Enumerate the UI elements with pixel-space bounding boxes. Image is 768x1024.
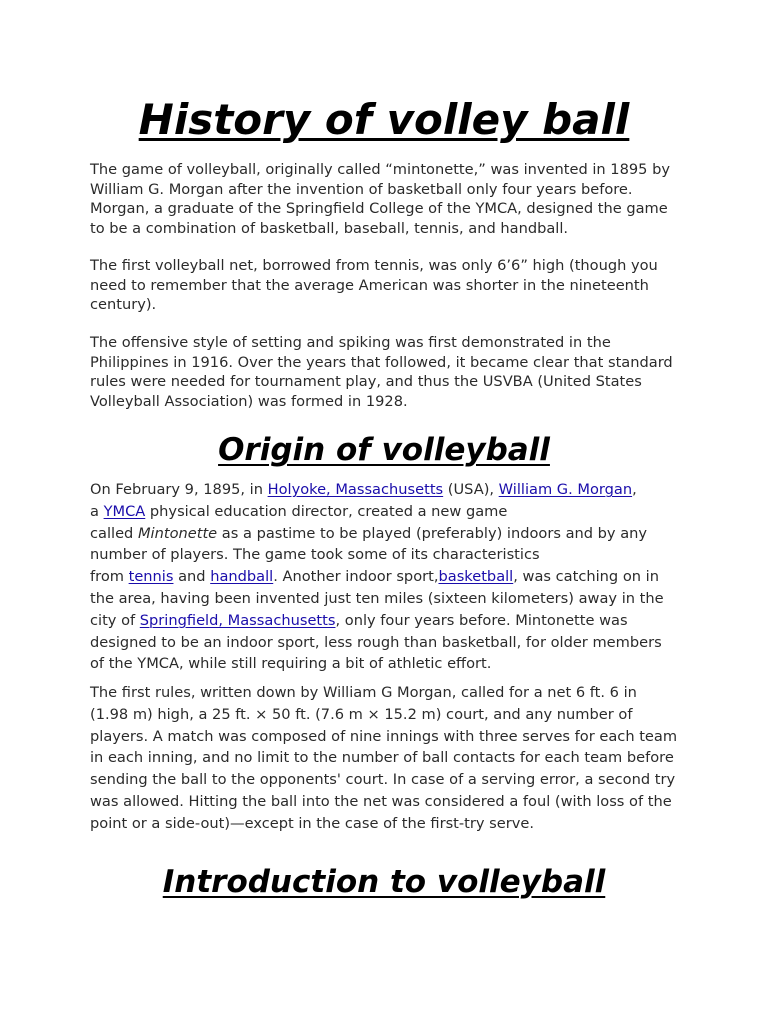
link-springfield-massachusetts[interactable]: Springfield, Massachusetts (139, 611, 336, 629)
link-ymca[interactable]: YMCA (103, 502, 146, 520)
origin-text: . Another indoor sport, (273, 568, 439, 586)
link-basketball[interactable]: basketball (438, 568, 514, 586)
origin-heading: Origin of volleyball (218, 432, 550, 468)
link-holyoke-massachusetts[interactable]: Holyoke, Massachusetts (267, 481, 444, 498)
origin-text: On February 9, 1895, in (90, 481, 268, 498)
origin-text: , (632, 481, 637, 498)
origin-text: and (173, 568, 211, 586)
page-title: History of volley ball (138, 95, 630, 144)
mintonette-term: Mintonette (137, 524, 218, 542)
history-paragraph-3: The offensive style of setting and spiking was first demonstrated in the Philippines in 1916. Over the years that followed, it became clear that standard rules were needed for tournament play, and thus the USVBA (United States Volleyball Association) was formed in 1928. (90, 334, 673, 410)
link-handball[interactable]: handball (210, 568, 274, 586)
introduction-heading: Introduction to volleyball (162, 864, 606, 900)
origin-text: a (90, 502, 104, 520)
history-paragraph-1: The game of volleyball, originally called “mintonette,” was invented in 1895 by William G. Morgan after the invention of basketball only four years before. Morgan, a graduate of the Springfield College of the YMCA, designed the game to be a combination of basketball, baseball, tennis, and handball. (90, 161, 670, 237)
origin-text: physical education director, created a new game (145, 502, 508, 520)
rules-paragraph: The first rules, written down by William G Morgan, called for a net 6 ft. 6 in (1.98 m) high, a 25 ft. × 50 ft. (7.6 m × 15.2 m) court, and any number of players. A match was composed of nine innings with three serves for each team in each inning, and no limit to the number of ball contacts for each team before sending the ball to the opponents' court. In case of a serving error, a second try was allowed. Hitting the ball into the net was considered a foul (with loss of the point or a side-out)—except in the case of the first-try serve. (90, 684, 678, 832)
origin-paragraph (90, 479, 678, 675)
history-paragraph-2: The first volleyball net, borrowed from tennis, was only 6’6” high (though you need to remember that the average American was shorter in the nineteenth century). (90, 257, 658, 313)
origin-text: from (90, 568, 129, 586)
origin-text: as a pastime to be played (preferably) indoors and by any number of players. The game took some of its characteristics (90, 524, 648, 564)
origin-text: , was catching on in the area, having been invented just ten miles (sixteen kilometers) away in the city of (90, 568, 664, 629)
origin-text: called (90, 524, 138, 542)
link-tennis[interactable]: tennis (128, 568, 174, 586)
origin-text: (USA), (443, 481, 499, 498)
link-william-g-morgan[interactable]: William G. Morgan (498, 481, 633, 498)
origin-text: , only four years before. Mintonette was designed to be an indoor sport, less rough than basketball, for older members of the YMCA, while still requiring a bit of athletic effort. (90, 611, 662, 673)
